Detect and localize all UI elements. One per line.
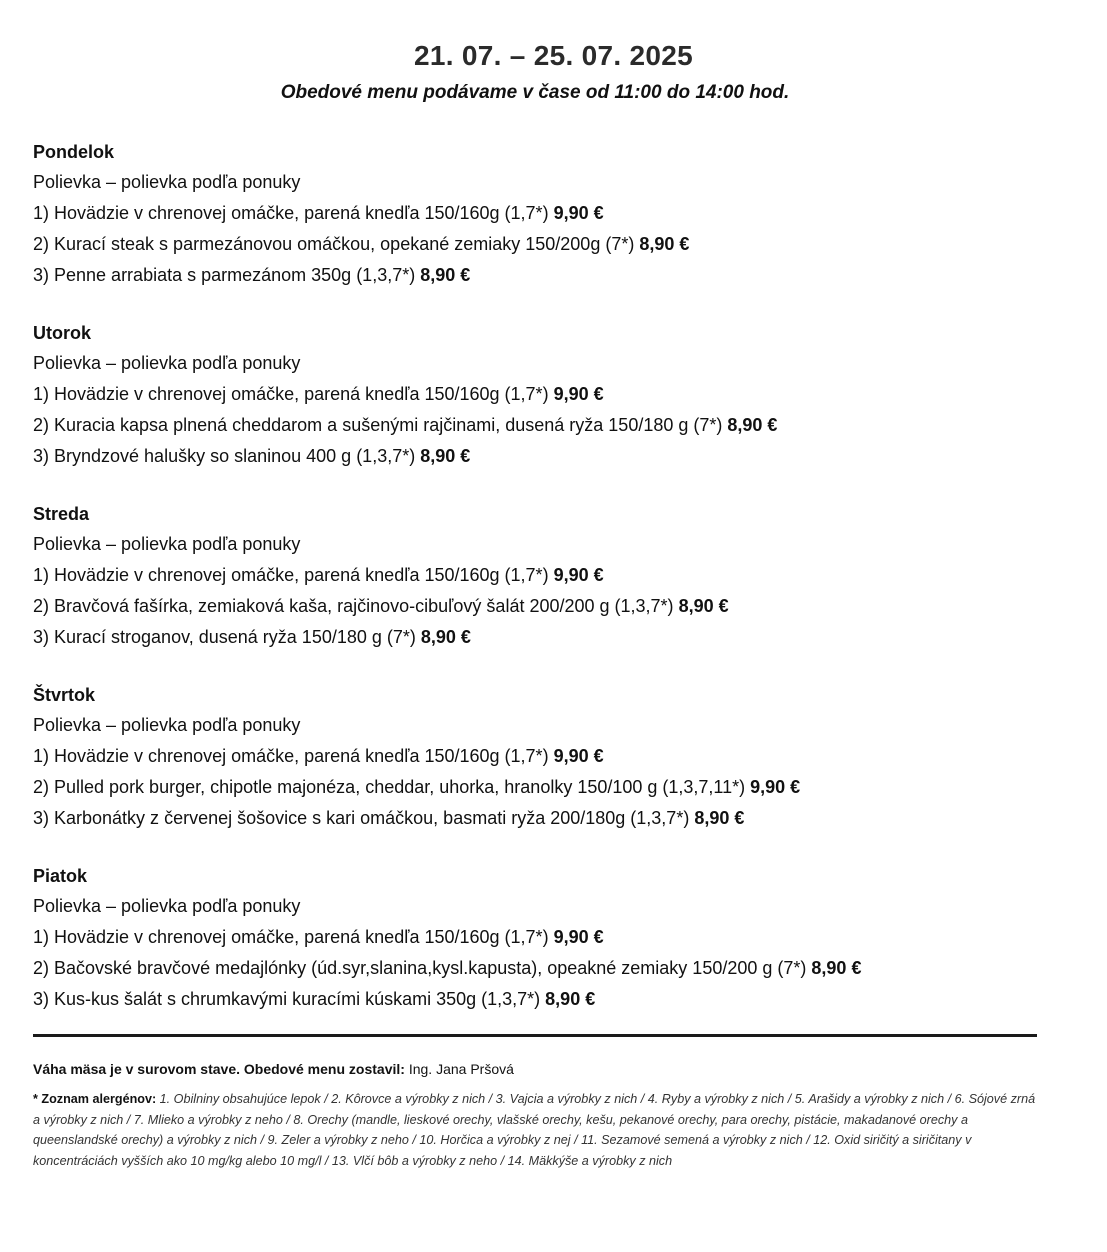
- menu-item: [33, 560, 1073, 591]
- menu-item: [33, 229, 1073, 260]
- day-section: [33, 319, 1073, 472]
- item-text: 1) Hovädzie v chrenovej omáčke, parená knedľa 150/160g (1,7*): [33, 384, 554, 404]
- allergen-list-title: * Zoznam alergénov:: [33, 1092, 157, 1106]
- day-name: Utorok: [33, 323, 91, 343]
- day-section: [33, 862, 1073, 1015]
- day-name: Piatok: [33, 866, 88, 886]
- item-text: 3) Penne arrabiata s parmezánom 350g (1,3,7*): [33, 265, 421, 285]
- menu-item: [33, 198, 1073, 229]
- menu-item: [33, 529, 1073, 560]
- item-price: 8,90 €: [420, 627, 471, 647]
- menu-item: [33, 410, 1073, 441]
- item-text: Polievka – polievka podľa ponuky: [33, 715, 301, 735]
- item-price: 8,90 €: [545, 989, 596, 1009]
- item-text: 1) Hovädzie v chrenovej omáčke, parená knedľa 150/160g (1,7*): [33, 203, 554, 223]
- page-title: 21. 07. – 25. 07. 2025: [413, 40, 694, 71]
- item-text: 2) Pulled pork burger, chipotle majonéza, cheddar, uhorka, hranolky 150/100 g (1,3,7,11*): [33, 777, 751, 797]
- day-section: [33, 681, 1073, 834]
- item-text: 1) Hovädzie v chrenovej omáčke, parená knedľa 150/160g (1,7*): [33, 927, 554, 947]
- item-price: 8,90 €: [694, 808, 745, 828]
- item-text: 2) Kuracia kapsa plnená cheddarom a sušenými rajčinami, dusená ryža 150/180 g (7*): [33, 415, 728, 435]
- item-price: 9,90 €: [553, 203, 604, 223]
- menu-item: [33, 591, 1073, 622]
- item-text: 2) Bravčová fašírka, zemiaková kaša, rajčinovo-cibuľový šalát 200/200 g (1,3,7*): [33, 596, 679, 616]
- item-price: 8,90 €: [420, 446, 471, 466]
- item-price: 9,90 €: [553, 746, 604, 766]
- item-price: 9,90 €: [750, 777, 801, 797]
- menu-item: [33, 891, 1073, 922]
- item-text: 3) Kus-kus šalát s chrumkavými kuracími kúskami 350g (1,3,7*): [33, 989, 546, 1009]
- item-price: 8,90 €: [420, 265, 471, 285]
- allergen-list-text: 1. Obilniny obsahujúce lepok / 2. Kôrovce a výrobky z nich / 3. Vajcia a výrobky z nich / 4. Ryby a výrobky z nich / 5. Arašidy a výrobky z nich / 6. Sójové zrná a výrobky z nich / 7. Mlieko a výrobky z neho / 8. Orechy (mandle, lieskové orechy, vlašské orechy, kešu, pekanové orechy, para orechy, pistácie, makadanové orechy a queenslandské orechy) a výrobky z nich / 9. Zeler a výrobky z neho / 10. Horčica a výrobky z nej / 11. Sezamové semená a výrobky z nich / 12. Oxid siričitý a siričitany v koncentráciách vyšších ako 10 mg/kg alebo 10 mg/l / 13. Vlčí bôb a výrobky z neho / 14. Mäkkýše a výrobky z nich: [33, 1092, 1036, 1168]
- item-text: 3) Karbonátky z červenej šošovice s kari omáčkou, basmati ryža 200/180g (1,3,7*): [33, 808, 695, 828]
- day-section: [33, 138, 1073, 291]
- item-text: 1) Hovädzie v chrenovej omáčke, parená knedľa 150/160g (1,7*): [33, 565, 554, 585]
- item-price: 9,90 €: [553, 927, 604, 947]
- menu-days: [33, 138, 1073, 1043]
- menu-item: [33, 441, 1073, 472]
- allergen-list: [33, 1089, 1041, 1171]
- menu-item: [33, 348, 1073, 379]
- item-price: 8,90 €: [727, 415, 778, 435]
- item-price: 9,90 €: [553, 565, 604, 585]
- day-name: Štvrtok: [33, 685, 96, 705]
- item-text: 3) Bryndzové halušky so slaninou 400 g (1,3,7*): [33, 446, 421, 466]
- weight-note: Váha mäsa je v surovom stave. Obedové menu zostavil:: [33, 1061, 405, 1077]
- item-text: 2) Bačovské bravčové medajlónky (úd.syr,slanina,kysl.kapusta), opeakné zemiaky 150/200 g (7*): [33, 958, 812, 978]
- menu-item: [33, 922, 1073, 953]
- day-name: Streda: [33, 504, 90, 524]
- footer-note: [33, 1061, 514, 1077]
- menu-item: [33, 379, 1073, 410]
- day-section: [33, 500, 1073, 653]
- item-price: 8,90 €: [639, 234, 690, 254]
- item-text: 2) Kurací steak s parmezánovou omáčkou, opekané zemiaky 150/200g (7*): [33, 234, 640, 254]
- menu-item: [33, 260, 1073, 291]
- menu-item: [33, 741, 1073, 772]
- menu-item: [33, 803, 1073, 834]
- menu-author: Ing. Jana Pršová: [404, 1061, 514, 1077]
- divider: [33, 1034, 1037, 1037]
- item-text: Polievka – polievka podľa ponuky: [33, 896, 301, 916]
- menu-item: [33, 772, 1073, 803]
- item-text: Polievka – polievka podľa ponuky: [33, 353, 301, 373]
- item-text: Polievka – polievka podľa ponuky: [33, 534, 301, 554]
- item-text: 3) Kurací stroganov, dusená ryža 150/180 g (7*): [33, 627, 421, 647]
- menu-item: [33, 167, 1073, 198]
- item-price: 8,90 €: [811, 958, 862, 978]
- menu-item: [33, 710, 1073, 741]
- item-text: 1) Hovädzie v chrenovej omáčke, parená knedľa 150/160g (1,7*): [33, 746, 554, 766]
- item-price: 9,90 €: [553, 384, 604, 404]
- menu-item: [33, 984, 1073, 1015]
- day-name: Pondelok: [33, 142, 115, 162]
- menu-item: [33, 622, 1073, 653]
- item-price: 8,90 €: [678, 596, 729, 616]
- menu-item: [33, 953, 1073, 984]
- serving-hours: Obedové menu podávame v čase od 11:00 do 14:00 hod.: [280, 82, 790, 103]
- item-text: Polievka – polievka podľa ponuky: [33, 172, 301, 192]
